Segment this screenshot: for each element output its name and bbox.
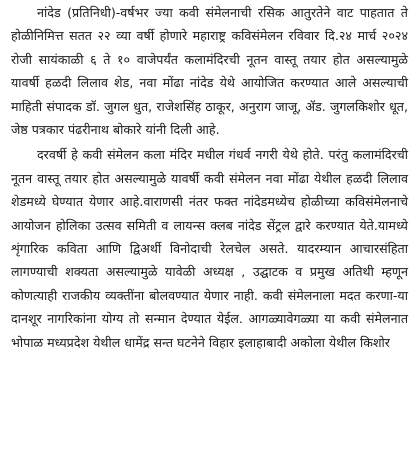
article-paragraph-1: नांदेड (प्रतिनिधी)-वर्षभर ज्या कवी संमेलनाची रसिक आतुरतेने वाट पाहतात ते होळीनिमित्त सतत २२ व्या वर्षी होणारे महाराष्ट्र कविसंमेलन रविवार दि.२४ मार्च २०२४ रोजी सायंकाळी ६ ते १० वाजेपर्यंत कलामंदिरची नूतन वास्तू तयार होत असल्यामुळे यावर्षी हळदी लिलाव शेड, नवा मोंढा नांदेड येथे आयोजित करण्यात आले असल्याची माहिती संपादक डॉ. जुगल धुत, राजेशसिंह ठाकूर, अनुराग जाजू, ॲड. जुगलकिशोर धूत, जेष्ठ पत्रकार पंढरीनाथ बोकारे यांनी दिली आहे. [11, 5, 408, 138]
article-paragraph-2: दरवर्षी हे कवी संमेलन कला मंदिर मधील गंधर्व नगरी येथे होते. परंतु कलामंदिरची नूतन वास्तू तयार होत असल्यामुळे यावर्षी कवी संमेलन नवा मोंढा येथील हळदी लिलाव शेडमध्ये घेण्यात येणार आहे.वाराणसी नंतर फक्त नांदेडमध्येच होळीच्या कविसंमेलनाचे आयोजन होलिका उत्सव समिती व लायन्स क्लब नांदेड सेंट्रल द्वारे करण्यात येते.यामध्ये शृंगारिक कविता आणि द्विअर्थी विनोदाची रेलचेल असते. यादरम्यान आचारसंहिता लागण्याची शक्यता असल्यामुळे यावेळी अध्यक्ष , उद्घाटक व प्रमुख अतिथी म्हणून कोणत्याही राजकीय व्यक्तींना बोलवण्यात येणार नाही. कवी संमेलनाला मदत करणा-या दानशूर नागरिकांना योग्य तो सन्मान देण्यात येईल. आगळ्यावेगळ्या या कवी संमेलनात भोपाळ मध्यप्रदेश येथील धामेंद्र सन्त घटनेने विहार इलाहाबादी अकोला येथील किशोर [11, 147, 408, 350]
